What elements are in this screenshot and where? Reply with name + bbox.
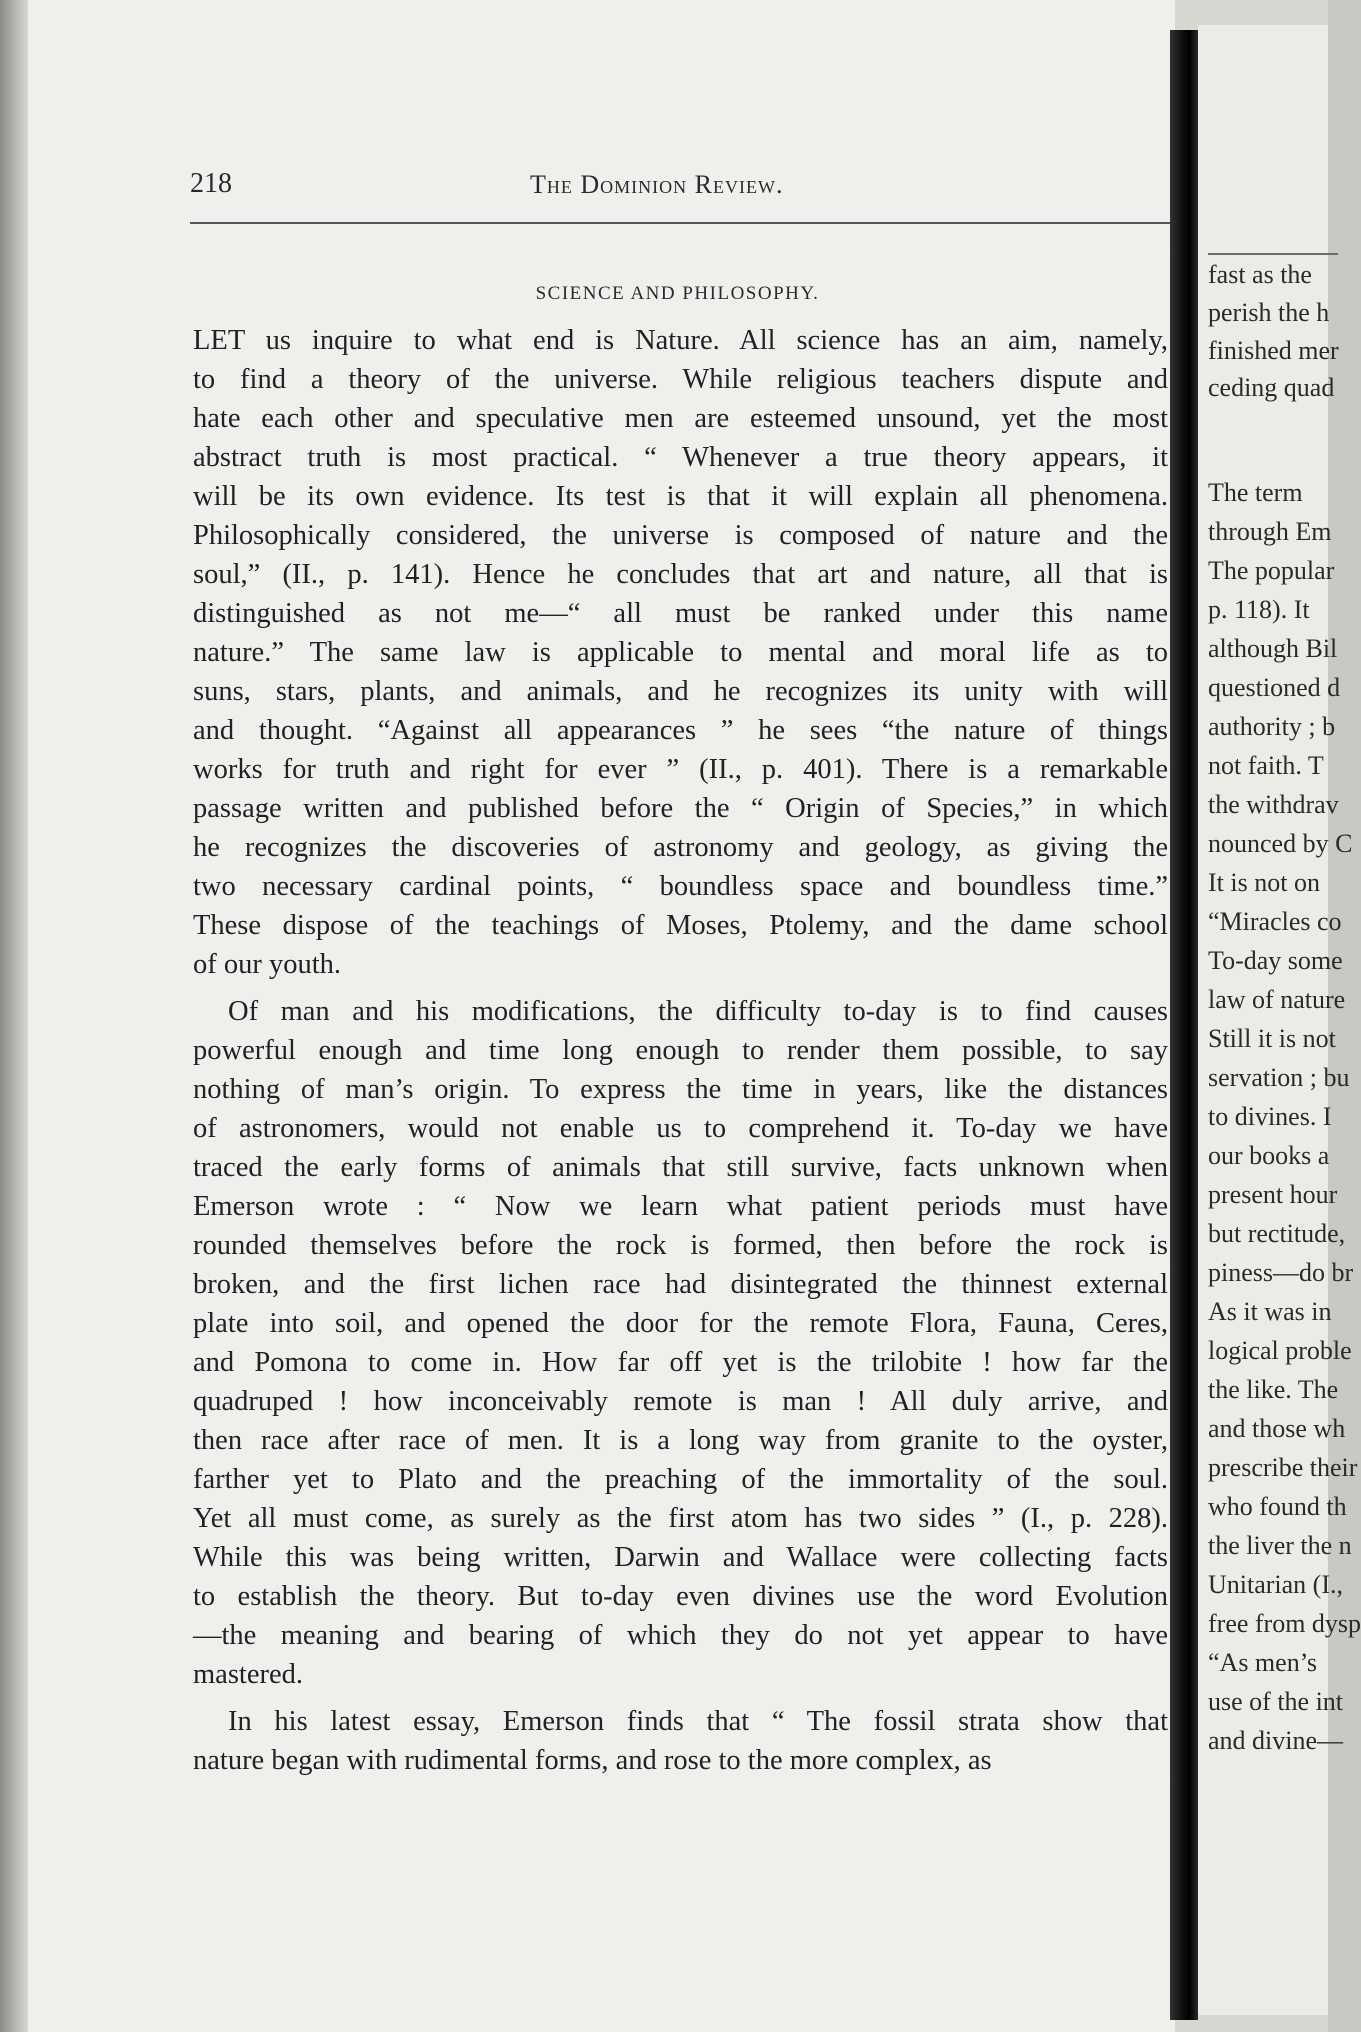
facing-page-line: through Em xyxy=(1208,517,1332,546)
facing-page-line: free from dysp xyxy=(1208,1609,1361,1638)
facing-page-line: law of nature xyxy=(1208,985,1346,1014)
body-line: Emerson wrote : “ Now we learn what patient periods must have xyxy=(193,1191,1168,1222)
body-line: and thought. “Against all appearances ” he sees “the nature of things xyxy=(193,715,1168,746)
body-line: broken, and the first lichen race had disintegrated the thinnest external xyxy=(193,1269,1168,1300)
facing-page-line: perish the h xyxy=(1208,298,1330,327)
facing-page-line: and divine— xyxy=(1208,1726,1344,1755)
body-line: distinguished as not me—“ all must be ranked under this name xyxy=(193,598,1168,629)
body-line: of our youth. xyxy=(193,949,342,980)
facing-page-line: finished mer xyxy=(1208,336,1339,365)
facing-page-line: As it was in xyxy=(1208,1297,1332,1326)
body-line: of astronomers, would not enable us to comprehend it. To-day we have xyxy=(193,1113,1168,1144)
body-line: to find a theory of the universe. While religious teachers dispute and xyxy=(193,364,1168,395)
body-line: suns, stars, plants, and animals, and he recognizes its unity with will xyxy=(193,676,1168,707)
facing-page-line: Still it is not xyxy=(1208,1024,1336,1053)
facing-page-rule xyxy=(1208,253,1338,255)
facing-page-line: who found th xyxy=(1208,1492,1347,1521)
facing-page-line: the like. The xyxy=(1208,1375,1339,1404)
page-header xyxy=(190,168,1165,208)
body-line: will be its own evidence. Its test is that it will explain all phenomena. xyxy=(193,481,1168,512)
body-line: soul,” (II., p. 141). Hence he concludes that art and nature, all that is xyxy=(193,559,1168,590)
facing-page-line: servation ; bu xyxy=(1208,1063,1350,1092)
body-line: passage written and published before the “ Origin of Species,” in which xyxy=(193,793,1168,824)
facing-page-line: although Bil xyxy=(1208,634,1338,663)
page-number: 218 xyxy=(190,168,232,199)
facing-page-line: fast as the xyxy=(1208,260,1312,289)
facing-page-line: present hour xyxy=(1208,1180,1338,1209)
body-line: Of man and his modifications, the difficulty to-day is to find causes xyxy=(228,996,1168,1027)
facing-page-line: nounced by C xyxy=(1208,829,1353,858)
header-rule xyxy=(190,222,1170,224)
body-line: powerful enough and time long enough to render them possible, to say xyxy=(193,1035,1168,1066)
body-line: mastered. xyxy=(193,1659,303,1690)
facing-page-line: piness—do br xyxy=(1208,1258,1354,1287)
facing-page xyxy=(1198,25,1361,2015)
facing-page-line: but rectitude, xyxy=(1208,1219,1346,1248)
body-line: rounded themselves before the rock is formed, then before the rock is xyxy=(193,1230,1168,1261)
section-title: SCIENCE AND PHILOSOPHY. xyxy=(535,283,820,304)
body-line: In his latest essay, Emerson finds that “ The fossil strata show that xyxy=(228,1706,1168,1737)
page-edge xyxy=(0,0,28,2032)
facing-page-line: To-day some xyxy=(1208,946,1343,975)
book-gutter xyxy=(1170,30,1198,2020)
facing-page-line: prescribe their xyxy=(1208,1453,1358,1482)
facing-page-line: questioned d xyxy=(1208,673,1341,702)
body-line: quadruped ! how inconceivably remote is man ! All duly arrive, and xyxy=(193,1386,1168,1417)
body-line: two necessary cardinal points, “ boundless space and boundless time.” xyxy=(193,871,1168,902)
body-line: LET us inquire to what end is Nature. All science has an aim, namely, xyxy=(193,325,1168,356)
facing-page-line: ceding quad xyxy=(1208,373,1335,402)
facing-page-line: Unitarian (I., xyxy=(1208,1570,1344,1599)
body-line: nature began with rudimental forms, and rose to the more complex, as xyxy=(193,1745,992,1776)
body-line: —the meaning and bearing of which they do not yet appear to have xyxy=(193,1620,1168,1651)
facing-page-line: to divines. I xyxy=(1208,1102,1332,1131)
body-line: Philosophically considered, the universe is composed of nature and the xyxy=(193,520,1168,551)
facing-page-line: authority ; b xyxy=(1208,712,1336,741)
body-line: abstract truth is most practical. “ Whenever a true theory appears, it xyxy=(193,442,1168,473)
body-line: traced the early forms of animals that still survive, facts unknown when xyxy=(193,1152,1168,1183)
body-line: farther yet to Plato and the preaching of the immortality of the soul. xyxy=(193,1464,1168,1495)
body-line: While this was being written, Darwin and Wallace were collecting facts xyxy=(193,1542,1168,1573)
body-line: Yet all must come, as surely as the first atom has two sides ” (I., p. 228). xyxy=(193,1503,1168,1534)
body-line: he recognizes the discoveries of astronomy and geology, as giving the xyxy=(193,832,1168,863)
running-head: The Dominion Review. xyxy=(530,170,784,199)
body-line: nothing of man’s origin. To express the time in years, like the distances xyxy=(193,1074,1168,1105)
facing-page-line: the liver the n xyxy=(1208,1531,1352,1560)
facing-page-line: “As men’s xyxy=(1208,1648,1318,1677)
body-line: and Pomona to come in. How far off yet is the trilobite ! how far the xyxy=(193,1347,1168,1378)
facing-page-line: The popular xyxy=(1208,556,1335,585)
body-line: then race after race of men. It is a long way from granite to the oyster, xyxy=(193,1425,1168,1456)
body-line: These dispose of the teachings of Moses, Ptolemy, and the dame school xyxy=(193,910,1168,941)
body-line: hate each other and speculative men are esteemed unsound, yet the most xyxy=(193,403,1168,434)
facing-page-line: It is not on xyxy=(1208,868,1320,897)
body-line: nature.” The same law is applicable to mental and moral life as to xyxy=(193,637,1168,668)
body-line: works for truth and right for ever ” (II., p. 401). There is a remarkable xyxy=(193,754,1168,785)
facing-page-line: “Miracles co xyxy=(1208,907,1342,936)
facing-page-line: use of the int xyxy=(1208,1687,1344,1716)
facing-page-line: not faith. T xyxy=(1208,751,1324,780)
facing-page-line: p. 118). It xyxy=(1208,595,1310,624)
facing-page-line: the withdrav xyxy=(1208,790,1339,819)
facing-page-line: The term xyxy=(1208,478,1303,507)
body-line: to establish the theory. But to-day even divines use the word Evolution xyxy=(193,1581,1168,1612)
facing-page-line: and those wh xyxy=(1208,1414,1346,1443)
facing-page-line: our books a xyxy=(1208,1141,1330,1170)
body-line: plate into soil, and opened the door for the remote Flora, Fauna, Ceres, xyxy=(193,1308,1168,1339)
facing-page-line: logical proble xyxy=(1208,1336,1352,1365)
